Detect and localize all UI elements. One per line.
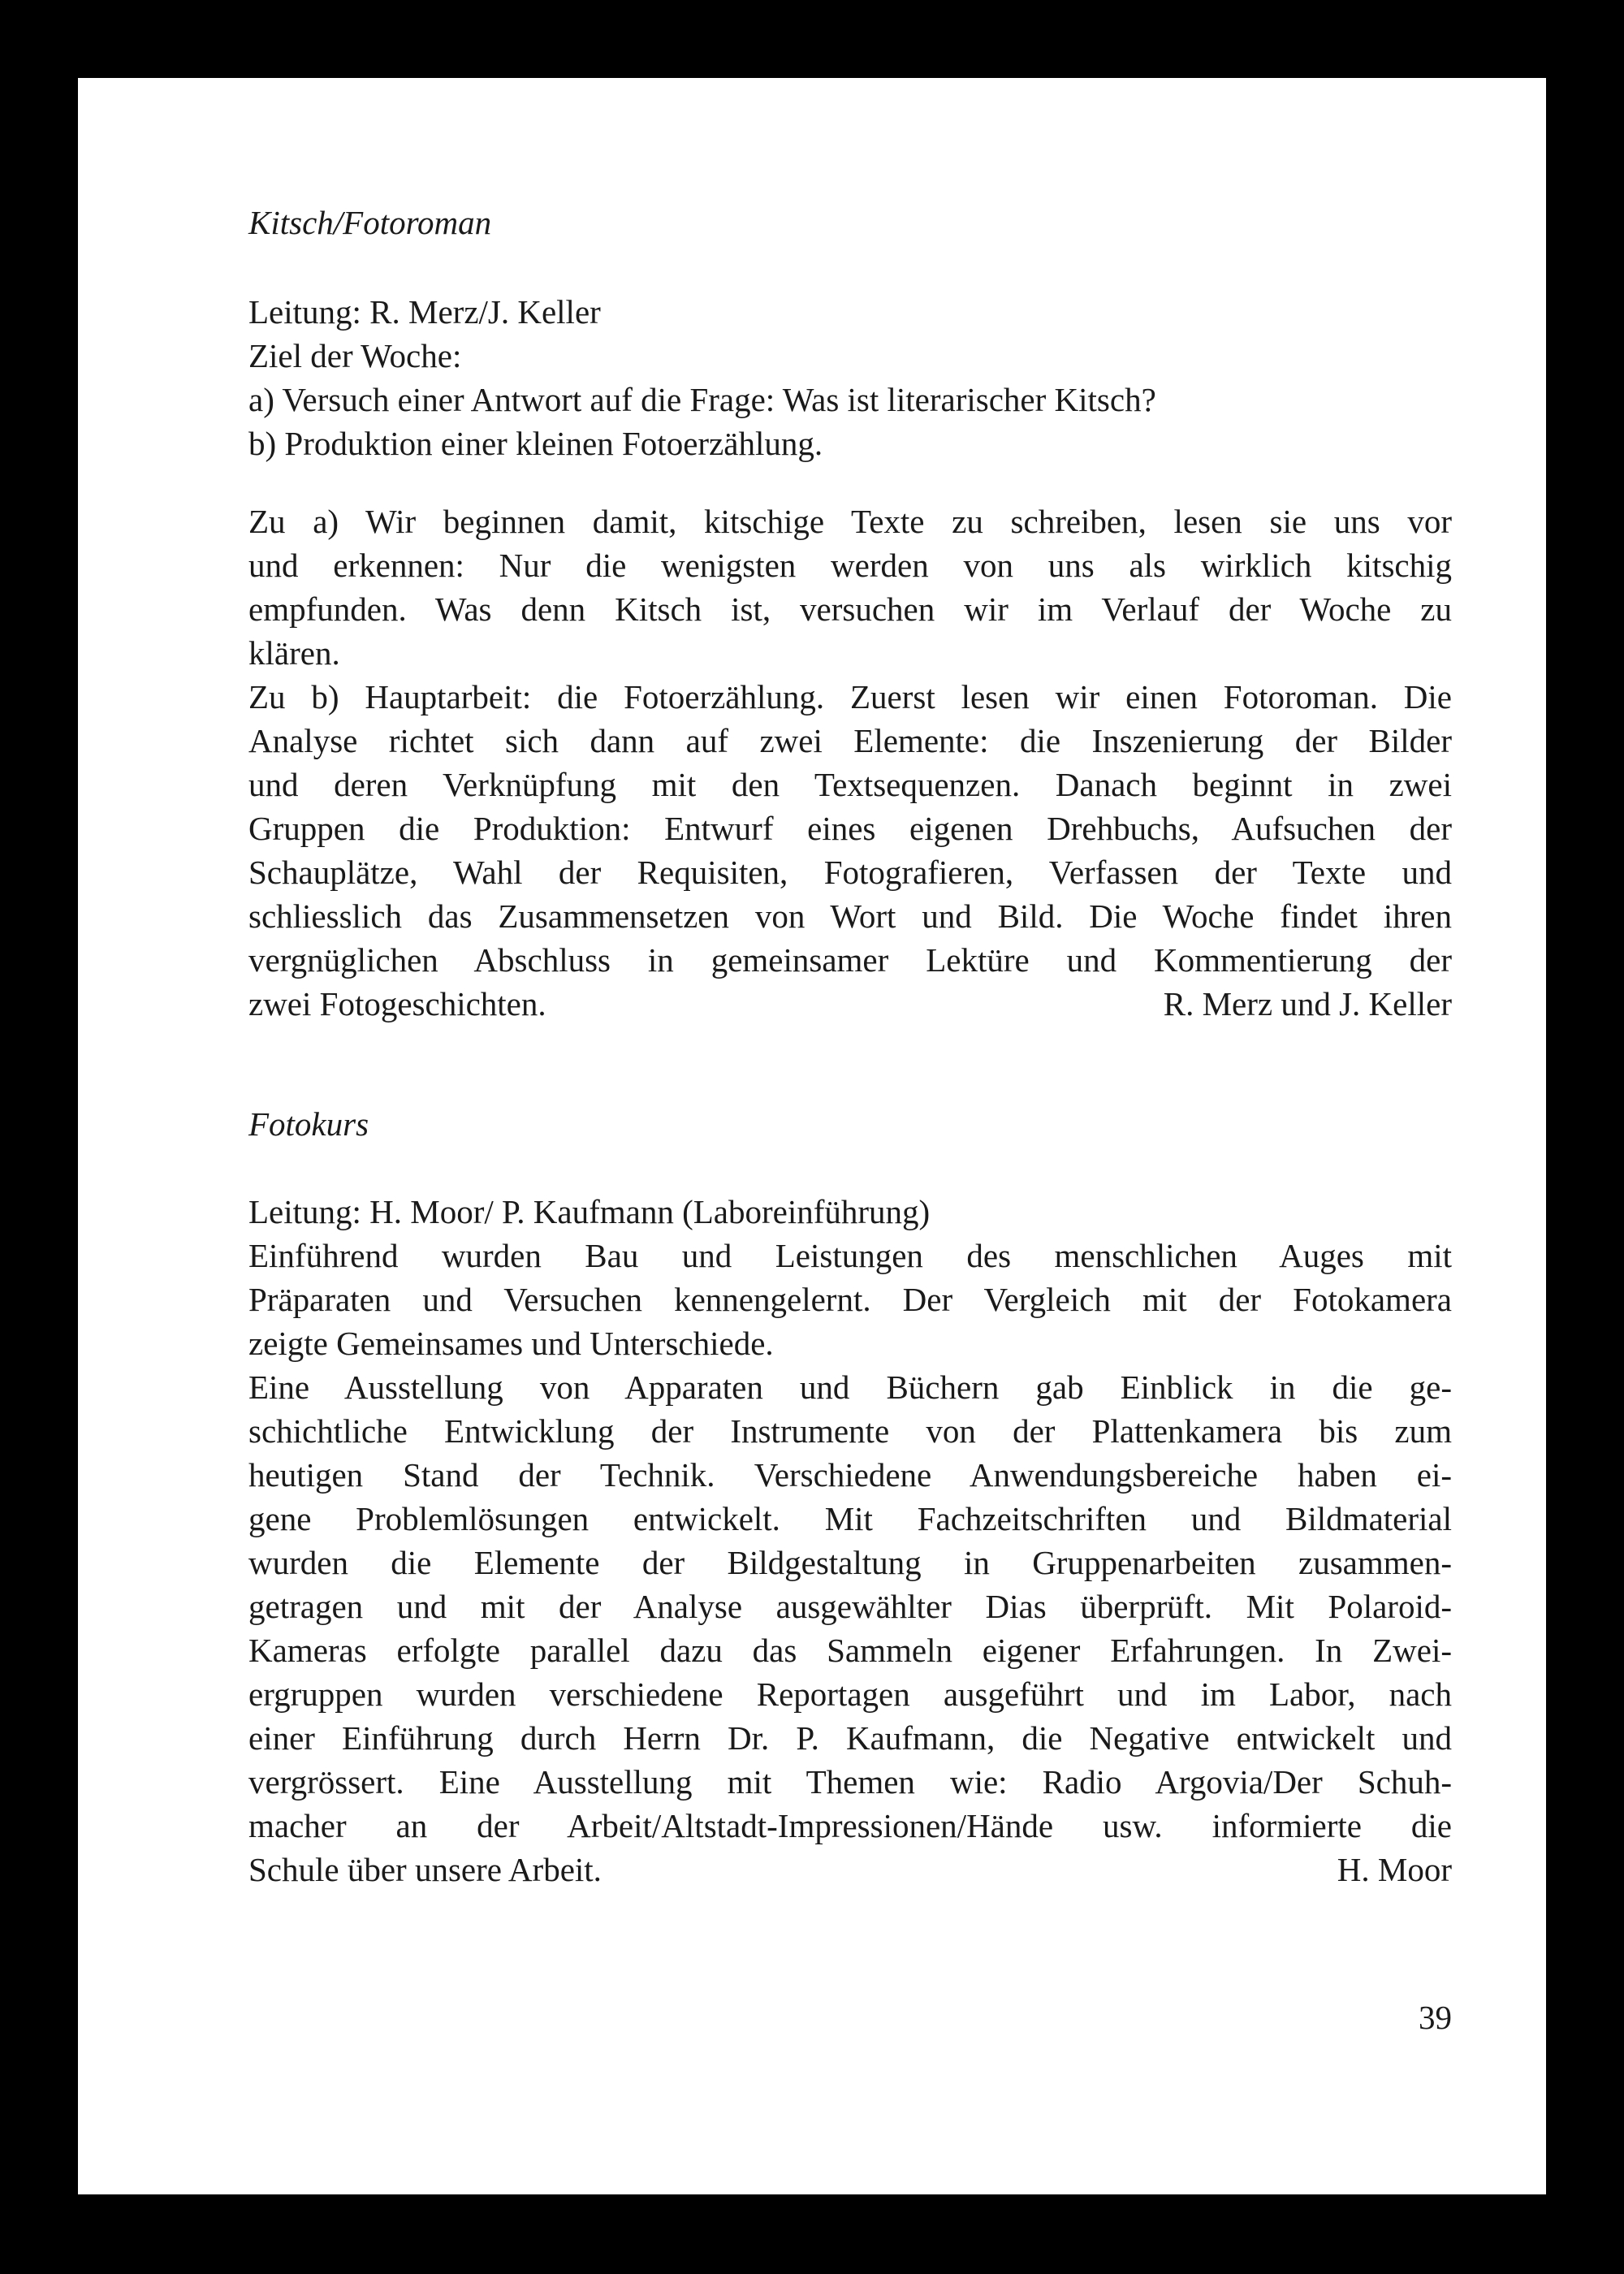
paragraph-line: Kameras erfolgte parallel dazu das Sammeln eigener Erfahrungen. In Zwei- <box>248 1632 1452 1669</box>
paragraph-line: Zu b) Hauptarbeit: die Fotoerzählung. Zuerst lesen wir einen Fotoroman. Die <box>248 678 1452 715</box>
document-page <box>78 78 1546 2194</box>
paragraph-line: Analyse richtet sich dann auf zwei Elemente: die Inszenierung der Bilder <box>248 722 1452 759</box>
paragraph-line: vergnüglichen Abschluss in gemeinsamer Lektüre und Kommentierung der <box>248 941 1452 979</box>
paragraph-line: und erkennen: Nur die wenigsten werden von uns als wirklich kitschig <box>248 547 1452 584</box>
aim-b-line: b) Produktion einer kleinen Fotoerzählung. <box>248 425 823 462</box>
section-heading-fotokurs: Fotokurs <box>248 1105 369 1143</box>
leitung-line: Leitung: H. Moor/ P. Kaufmann (Laboreinführung) <box>248 1193 931 1230</box>
paragraph-line: getragen und mit der Analyse ausgewählter Dias überprüft. Mit Polaroid- <box>248 1588 1452 1625</box>
paragraph-line: Schauplätze, Wahl der Requisiten, Fotografieren, Verfassen der Texte und <box>248 854 1452 891</box>
paragraph-line: Gruppen die Produktion: Entwurf eines eigenen Drehbuchs, Aufsuchen der <box>248 810 1452 847</box>
paragraph-line: Zu a) Wir beginnen damit, kitschige Texte zu schreiben, lesen sie uns vor <box>248 503 1452 540</box>
paragraph-line: einer Einführung durch Herrn Dr. P. Kaufmann, die Negative entwickelt und <box>248 1719 1452 1757</box>
paragraph-line: Präparaten und Versuchen kennengelernt. Der Vergleich mit der Fotokamera <box>248 1281 1452 1318</box>
paragraph-line: zwei Fotogeschichten. <box>248 985 546 1022</box>
paragraph-line: macher an der Arbeit/Altstadt-Impressionen/Hände usw. informierte die <box>248 1807 1452 1844</box>
paragraph-line: gene Problemlösungen entwickelt. Mit Fachzeitschriften und Bildmaterial <box>248 1500 1452 1537</box>
aim-a-line: a) Versuch einer Antwort auf die Frage: Was ist literarischer Kitsch? <box>248 381 1156 418</box>
paragraph-line: zeigte Gemeinsames und Unterschiede. <box>248 1325 774 1362</box>
signature-row <box>248 983 1452 1026</box>
paragraph-line: schliesslich das Zusammensetzen von Wort und Bild. Die Woche findet ihren <box>248 897 1452 935</box>
paragraph-line: wurden die Elemente der Bildgestaltung in Gruppenarbeiten zusammen- <box>248 1544 1452 1581</box>
paragraph-line: empfunden. Was denn Kitsch ist, versuchen wir im Verlauf der Woche zu <box>248 590 1452 628</box>
section-heading-kitsch: Kitsch/Fotoroman <box>248 204 492 241</box>
paragraph-line: vergrössert. Eine Ausstellung mit Themen wie: Radio Argovia/Der Schuh- <box>248 1763 1452 1801</box>
author-signature: R. Merz und J. Keller <box>1163 985 1452 1022</box>
paragraph-line: Einführend wurden Bau und Leistungen des menschlichen Auges mit <box>248 1237 1452 1274</box>
paragraph-line: klären. <box>248 634 340 672</box>
leitung-line: Leitung: R. Merz/J. Keller <box>248 293 601 331</box>
paragraph-line: und deren Verknüpfung mit den Textsequenzen. Danach beginnt in zwei <box>248 766 1452 803</box>
paragraph-line: schichtliche Entwicklung der Instrumente von der Plattenkamera bis zum <box>248 1412 1452 1450</box>
paragraph-line: Schule über unsere Arbeit. <box>248 1851 602 1888</box>
paragraph-line: ergruppen wurden verschiedene Reportagen ausgeführt und im Labor, nach <box>248 1675 1452 1713</box>
author-signature: H. Moor <box>1337 1851 1452 1888</box>
paragraph-line: heutigen Stand der Technik. Verschiedene Anwendungsbereiche haben ei- <box>248 1456 1452 1494</box>
ziel-line: Ziel der Woche: <box>248 337 462 374</box>
signature-row <box>248 1848 1452 1891</box>
paragraph-line: Eine Ausstellung von Apparaten und Büchern gab Einblick in die ge- <box>248 1368 1452 1406</box>
page-number: 39 <box>1419 1999 1452 2036</box>
